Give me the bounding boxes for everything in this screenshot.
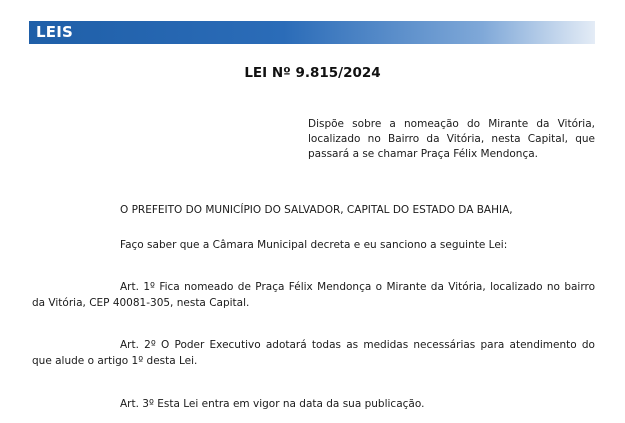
section-header-label: LEIS [36,23,73,41]
law-enactment-clause: Faço saber que a Câmara Municipal decreta e eu sanciono a seguinte Lei: [120,239,508,251]
law-title: LEI Nº 9.815/2024 [244,65,381,81]
section-header-bar [29,21,595,44]
article-1: Art. 1º Fica nomeado de Praça Félix Mendonça o Mirante da Vitória, localizado no bairro da Vitória, CEP 40081-305, nesta Capital. [32,281,595,309]
article-3: Art. 3º Esta Lei entra em vigor na data da sua publicação. [120,398,425,410]
law-preamble: O PREFEITO DO MUNICÍPIO DO SALVADOR, CAPITAL DO ESTADO DA BAHIA, [120,204,513,216]
article-2: Art. 2º O Poder Executivo adotará todas as medidas necessárias para atendimento do que alude o artigo 1º desta Lei. [32,339,595,367]
law-ementa: Dispõe sobre a nomeação do Mirante da Vitória, localizado no Bairro da Vitória, nesta Capital, que passará a se chamar Praça Félix Mendonça. [308,118,595,160]
